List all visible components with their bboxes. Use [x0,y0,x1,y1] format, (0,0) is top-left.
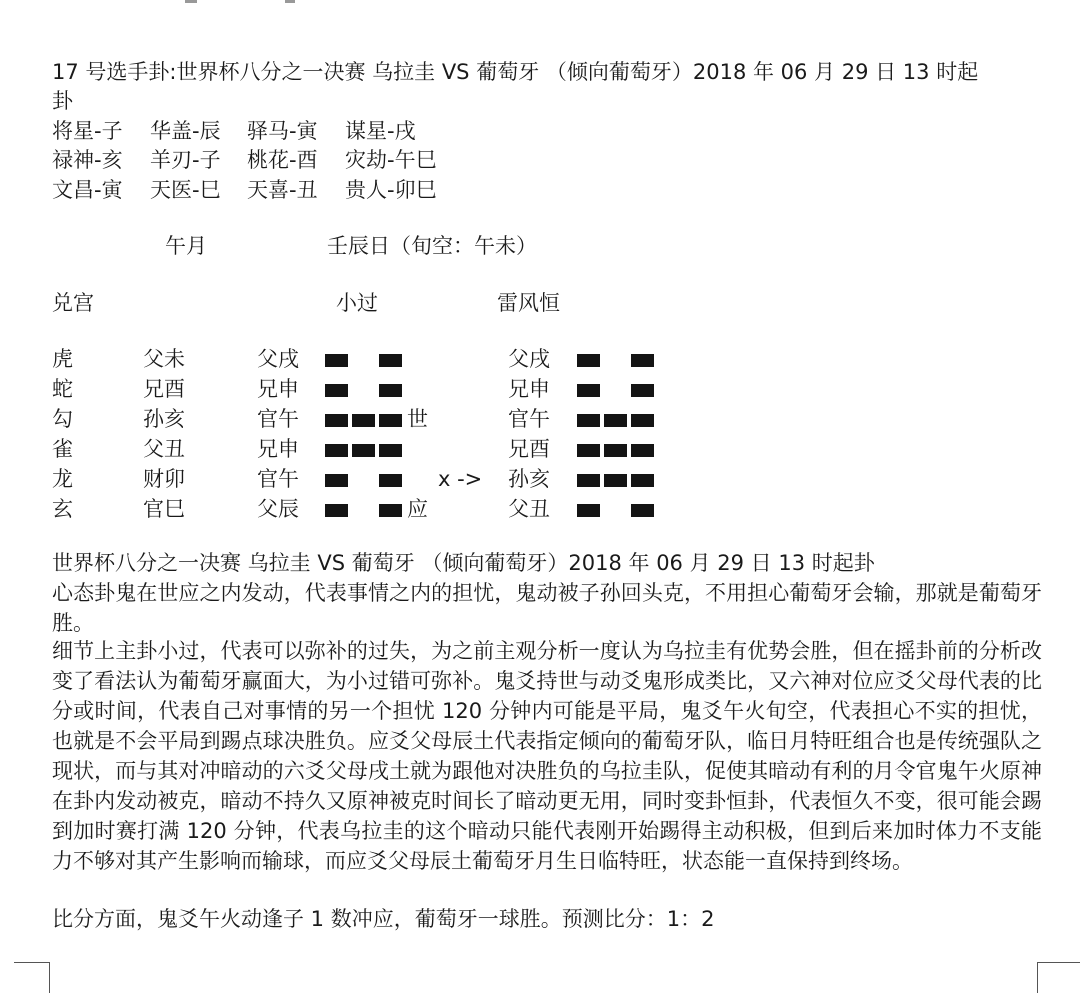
yin-line-segment [379,384,402,397]
main-line-label: 父辰 [257,497,299,521]
shi-ying-mark: 应 [407,497,428,521]
main-line-label: 官午 [257,467,299,491]
main-gua-name: 小过 [336,291,378,315]
shensha-cell: 将星-子 [52,119,123,143]
hidden-line: 财卯 [143,467,185,491]
changed-line-label: 孙亥 [508,467,550,491]
yang-line-segment [379,444,402,457]
hidden-line: 父丑 [143,437,185,461]
shensha-cell: 文昌-寅 [52,178,123,202]
yang-line-segment [577,474,600,487]
yin-line-segment [631,384,654,397]
hidden-line: 父未 [143,347,185,371]
shi-ying-mark: 世 [407,407,428,431]
yang-line-segment [577,444,600,457]
shensha-cell: 谋星-戌 [345,119,416,143]
yang-line-segment [325,444,348,457]
analysis-paragraph-3: 比分方面，鬼爻午火动逢子 1 数冲应，葡萄牙一球胜。预测比分：1：2 [52,907,715,931]
yang-line-segment [352,444,375,457]
six-god: 蛇 [52,377,73,401]
changed-line-label: 父丑 [508,497,550,521]
yang-line-segment [604,474,627,487]
six-god: 勾 [52,407,73,431]
yin-line-segment [631,504,654,517]
main-line-label: 父戌 [257,347,299,371]
shensha-cell: 华盖-辰 [150,119,221,143]
day-pillar: 壬辰日（旬空：午未） [327,234,537,258]
top-cutoff-mark [185,0,197,3]
hidden-line: 官巳 [143,497,185,521]
yin-line-segment [325,354,348,367]
changed-line-label: 兄申 [508,377,550,401]
yang-line-segment [577,414,600,427]
crop-mark-right [1037,962,1080,993]
changed-gua-name: 雷风恒 [497,291,560,315]
main-line-label: 官午 [257,407,299,431]
shensha-cell: 桃花-酉 [247,148,318,172]
yang-line-segment [631,474,654,487]
shensha-cell: 驿马-寅 [247,119,318,143]
yin-line-segment [325,384,348,397]
yang-line-segment [604,414,627,427]
yang-line-segment [631,414,654,427]
six-god: 虎 [52,347,73,371]
shensha-cell: 贵人-卯巳 [345,178,437,202]
yang-line-segment [631,444,654,457]
hidden-line: 孙亥 [143,407,185,431]
crop-mark-left [14,962,50,993]
top-cutoff-mark [285,0,295,3]
main-line-label: 兄申 [257,437,299,461]
yang-line-segment [352,414,375,427]
shensha-cell: 羊刃-子 [150,148,221,172]
six-god: 玄 [52,497,73,521]
yin-line-segment [325,504,348,517]
doc-title-line2: 卦 [52,89,73,113]
doc-title-line1: 17 号选手卦:世界杯八分之一决赛 乌拉圭 VS 葡萄牙 （倾向葡萄牙）2018 年 06 月 29 日 13 时起 [52,60,979,84]
changed-line-label: 官午 [508,407,550,431]
yin-line-segment [577,354,600,367]
shensha-cell: 天医-巳 [150,178,221,202]
yin-line-segment [379,474,402,487]
yin-line-segment [631,354,654,367]
month-pillar: 午月 [165,234,207,258]
changed-line-label: 兄酉 [508,437,550,461]
shensha-cell: 天喜-丑 [247,178,318,202]
shensha-cell: 禄神-亥 [52,148,123,172]
main-line-label: 兄申 [257,377,299,401]
yang-line-segment [379,414,402,427]
yin-line-segment [379,504,402,517]
changed-line-label: 父戌 [508,347,550,371]
shensha-cell: 灾劫-午巳 [345,148,437,172]
analysis-paragraph-2: 细节上主卦小过，代表可以弥补的过失，为之前主观分析一度认为乌拉圭有优势会胜，但在摇卦前的分析改变了看法认为葡萄牙赢面大，为小过错可弥补。鬼爻持世与动爻鬼形成类比，又六神对位应爻父母代表的比分或时间，代表自己对事情的另一个担忧 120 分钟内可能是平局，鬼爻午火旬空，代表担心不实的担忧，也就是不会平局到踢点球决胜负。应爻父母辰土代表指定倾向的葡萄牙队，临日月特旺组合也是传统强队之现状，而与其对冲暗动的六爻父母戌土就为跟他对决胜负的乌拉圭队，促使其暗动有利的月令官鬼午火原神在卦内发动被克，暗动不持久又原神被克时间长了暗动更无用，同时变卦恒卦，代表恒久不变，很可能会踢到加时赛打满 120 分钟，代表乌拉圭的这个暗动只能代表刚开始踢得主动积极，但到后来加时体力不支能力不够对其产生影响而输球，而应爻父母辰土葡萄牙月生日临特旺，状态能一直保持到终场。 [52,639,1042,873]
six-god: 雀 [52,437,73,461]
hidden-line: 兄酉 [143,377,185,401]
analysis-paragraph-1: 心态卦鬼在世应之内发动，代表事情之内的担忧，鬼动被子孙回头克，不用担心葡萄牙会输，那就是葡萄牙胜。 [52,581,1042,635]
yang-line-segment [604,444,627,457]
yin-line-segment [325,474,348,487]
yin-line-segment [577,504,600,517]
moving-line-arrow: x -> [438,467,483,491]
yin-line-segment [379,354,402,367]
yang-line-segment [325,414,348,427]
six-god: 龙 [52,467,73,491]
analysis-heading: 世界杯八分之一决赛 乌拉圭 VS 葡萄牙 （倾向葡萄牙）2018 年 06 月 29 日 13 时起卦 [52,551,875,575]
palace-name: 兑宫 [52,291,94,315]
yin-line-segment [577,384,600,397]
